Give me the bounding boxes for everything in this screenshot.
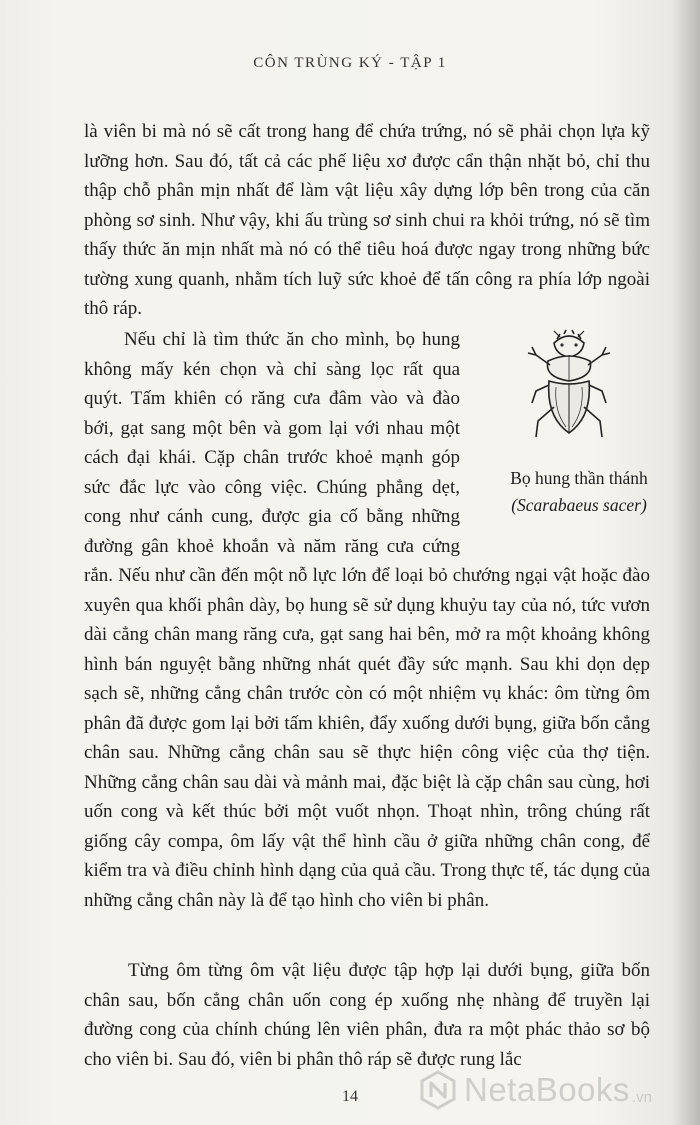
caption-common-name: Bọ hung thần thánh [510,468,648,488]
watermark [418,1068,652,1112]
caption-scientific-name: (Scarabaeus sacer) [511,495,647,515]
paragraph-3: Từng ôm từng ôm vật liệu được tập hợp lại dưới bụng, giữa bốn chân sau, bốn cẳng chân uốn cong ép xuống nhẹ nhàng để truyền lại đường cong của chính chúng lên viên phân, đưa ra một phác thảo sơ bộ cho viên bi. Sau đó, viên bi phân thô ráp sẽ được rung lắc [84,960,650,1070]
watermark-suffix: .vn [631,1088,652,1106]
paragraph-2-text: Nếu chỉ là tìm thức ăn cho mình, bọ hung không mấy kén chọn và chỉ sàng lọc rất qua quýt. Tấm khiên có răng cưa đâm vào và đào bới, gạt sang một bên và gom lại với nhau một cách đại khái. Cặp chân trước khoẻ mạnh góp sức đắc lực vào công việc. Chúng phẳng dẹt, cong như cánh cung, được gia cố bằng những đường gân khoẻ khoắn và năm răng cưa cứng rắn. Nếu như cần đến một nỗ lực lớn để loại bỏ chướng ngại vật hoặc đào xuyên qua khối phân dày, bọ hung sẽ sử dụng khuỷu tay của nó, tức vươn dài cẳng chân mang răng cưa, gạt sang hai bên, mở ra một khoảng không hình bán nguyệt bằng những nhát quét đầy sức mạnh. Sau khi dọn dẹp sạch sẽ, những cẳng chân trước còn có một nhiệm vụ khác: ôm từng ôm phân đã được gom lại bởi tấm khiên, đẩy xuống dưới bụng, giữa bốn cẳng chân sau. Những cẳng chân sau sẽ thực hiện công việc của thợ tiện. Những cẳng chân sau dài và mảnh mai, đặc biệt là cặp chân sau cùng, hơi uốn cong và kết thúc bởi một vuốt nhọn. Thoạt nhìn, trông chúng rất giống cây compa, ôm lấy vật thể hình cầu ở giữa những chân cong, để kiểm tra và điều chỉnh hình dạng của quả cầu. Trong thực tế, tác dụng của những cẳng chân này là để tạo hình cho viên bi phân. [84,329,650,911]
running-header: CÔN TRÙNG KÝ - TẬP 1 [253,55,447,71]
paragraph-2 [84,325,650,915]
figure-caption [464,465,654,519]
page-number: 14 [342,1088,358,1105]
figure-scarab [474,325,650,535]
watermark-brand: NetaBooks [464,1071,630,1108]
scarab-beetle-icon [524,325,614,450]
paragraph-1: là viên bi mà nó sẽ cất trong hang để chứa trứng, nó sẽ phải chọn lựa kỹ lưỡng hơn. Sau đó, tất cả các phế liệu xơ được cẩn thận nhặt bỏ, chỉ thu thập chỗ phân mịn nhất để làm vật liệu xây dựng lớp bên trong của căn phòng sơ sinh. Như vậy, khi ấu trùng sơ sinh chui ra khỏi trứng, nó sẽ tìm thấy thức ăn mịn nhất mà nó có thể tiêu hoá được ngay trong những bức tường xung quanh, nhằm tích luỹ sức khoẻ để tấn công ra phía lớp ngoài thô ráp. [84,121,650,319]
netabooks-logo-icon [418,1070,458,1110]
